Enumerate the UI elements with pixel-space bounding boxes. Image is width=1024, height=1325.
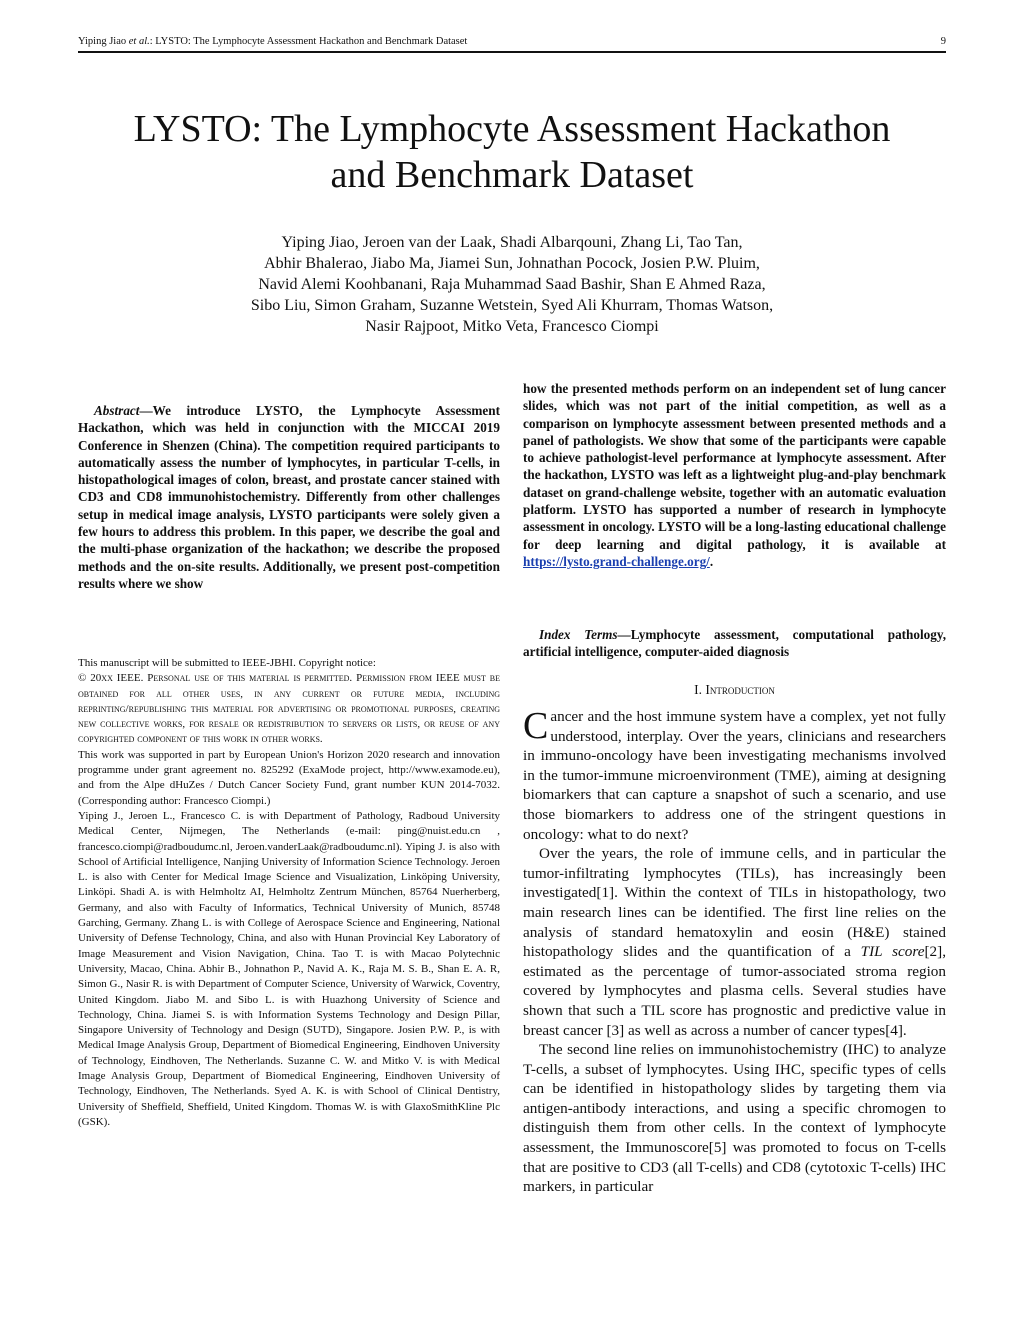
- abstract-right: [523, 380, 946, 570]
- paper-title: [60, 106, 964, 198]
- paragraph-text: ancer and the host immune system have a complex, yet not fully understood, interplay. Over the years, clinicians and researchers in immuno-oncology have been investigating mechanisms involved in the tumor-immune microenvironment (TME), aiming at designing biomarkers that can capture a snapshot of such a scenario, and use those biomarkers to address one of the stringent questions in oncology: what to do next?: [523, 708, 946, 843]
- index-terms-label: Index Terms: [539, 627, 618, 642]
- footnote: [78, 656, 500, 1130]
- abstract-label: Abstract: [94, 403, 140, 418]
- section-heading: [523, 682, 946, 698]
- author-line: Yiping Jiao, Jeroen van der Laak, Shadi Albarqouni, Zhang Li, Tao Tan,: [281, 234, 743, 251]
- running-etal: et al.: [128, 36, 150, 47]
- copyright-notice: © 20xx IEEE. Personal use of this material is permitted. Permission from IEEE must be obtained for all other uses, in any current or future media, including reprinting/republishing this material for advertising or promotional purposes, creating new collective works, for resale or redistribution to servers or lists, or reuse of any copyrighted component of this work in other works.: [78, 672, 500, 746]
- running-title: [78, 36, 467, 47]
- running-author: Yiping Jiao: [78, 36, 127, 47]
- intro-paragraph-1: [523, 707, 946, 844]
- emphasis-term: TIL score: [860, 943, 925, 961]
- challenge-link[interactable]: https://lysto.grand-challenge.org/: [523, 553, 710, 569]
- title-line-1: LYSTO: The Lymphocyte Assessment Hackathon: [133, 108, 891, 150]
- author-line: Nasir Rajpoot, Mitko Veta, Francesco Ciompi: [365, 318, 659, 335]
- affiliations-note: Yiping J., Jeroen L., Francesco C. is with Department of Pathology, Radboud University Medical Center, Nijmegen, The Netherlands (e-mail: ping@nuist.edu.cn , francesco.ciompi@radboudumc.nl, Jeroen.vanderLaak@radboudumc.nl). Yiping J. is also with School of Artificial Intelligence, Nanjing University of Information Science Technology. Jeroen L. is also with Center for Medical Image Science and Visualization, Linköping University, Linköpi. Shadi A. is with Helmholtz AI, Helmholtz Zentrum München, 85764 Nuerherberg, Germany, and also with Faculty of Informatics, Technical University of Munich, 85748 Garching, Germany. Zhang L. is with College of Aerospace Science and Engineering, National University of Defense Technology, China, and also with Hunan Provincial Key Laboratory of Image Measurement and Vision Navigation, China. Tao T. is with Macao Polytechnic University, Macao, China. Abhir B., Johnathon P., Navid A. K., Raja M. S. B., Shan E. A. R, Simon G., Nasir R. is with Department of Computer Science, University of Warwick, Coventry, United Kingdom. Jiabo M. and Sibo L. is with Huazhong University of Science and Technology, China. Jiamei S. is with Information Systems Technology and Design Pillar, Singapore University of Technology and Design (SUTD), Singapore. Josien P.W. P., is with Medical Image Analysis Group, Department of Biomedical Engineering, Eindhoven University of Technology, Eindhoven, The Netherlands. Suzanne C. W. and Mitko V. is with Medical Image Analysis Group, Department of Biomedical Engineering, Eindhoven University of Technology, Eindhoven, The Netherlands. Syed A. K. is with School of Clinical Dentistry, University of Sheffield, Sheffield, United Kingdom. Thomas W. is with GlaxoSmithKline Plc (GSK).: [78, 809, 500, 1128]
- abstract-left: [78, 402, 500, 592]
- abstract-end: .: [709, 553, 714, 569]
- section-number: I.: [694, 682, 702, 697]
- author-line: Sibo Liu, Simon Graham, Suzanne Wetstein, Syed Ali Khurram, Thomas Watson,: [250, 297, 774, 314]
- intro-body: [523, 707, 946, 1197]
- running-header: [78, 36, 946, 47]
- submission-note: This manuscript will be submitted to IEEE-JBHI. Copyright notice:: [78, 657, 376, 669]
- author-line: Abhir Bhalerao, Jiabo Ma, Jiamei Sun, Johnathan Pocock, Josien P.W. Pluim,: [264, 255, 760, 272]
- header-rule: [78, 51, 946, 53]
- index-terms-text: —Lymphocyte assessment, computational pathology, artificial intelligence, computer-aided diagnosis: [523, 627, 946, 660]
- abstract-text: —We introduce LYSTO, the Lymphocyte Assessment Hackathon, which was held in conjunction with the MICCAI 2019 Conference in Shenzen (China). The competition required participants to automatically assess the number of lymphocytes, in particular T-cells, in histopathological images of colon, breast, and prostate cancer stained with CD3 and CD8 immunohistochemistry. Differently from other challenges setup in medical image analysis, LYSTO participants were solely given a few hours to address this problem. In this paper, we describe the goal and the multi-phase organization of the hackathon; we describe the proposed methods and the on-site results. Additionally, we present post-competition results where we show: [78, 403, 500, 591]
- title-line-2: and Benchmark Dataset: [330, 154, 694, 196]
- intro-paragraph-3: The second line relies on immunohistochemistry (IHC) to analyze T-cells, a subset of lymphocytes. Using IHC, specific types of cells can be identified in histopathology slides by targeting them via antigen-antibody interactions, and using a specific chromogen to distinguish them from other cells. In the context of lymphocyte assessment, the Immunoscore[5] was promoted to focus on T-cells that are positive to CD3 (all T-cells) and CD8 (cytotoxic T-cells) IHC markers, in particular: [523, 1041, 946, 1196]
- paragraph-text: [2], estimated as the percentage of tumor-associated stroma region covered by lymphocytes and plasma cells. Several studies have shown that such a TIL score has prognostic and predictive value in breast cancer [3] as well as across a number of cancer types[4].: [523, 943, 946, 1039]
- funding-note: This work was supported in part by European Union's Horizon 2020 research and innovation programme under grant agreement no. 825292 (ExaMode project, http://www.examode.eu), and from the Alpe dHuZes / Dutch Cancer Society Fund, grant number KUN 2014-7032. (Corresponding author: Francesco Ciompi.): [78, 748, 500, 807]
- drop-cap: C: [523, 705, 549, 747]
- paragraph-text: Over the years, the role of immune cells, and in particular the tumor-infiltrating lymphocytes (TILs), has increasingly been investigated[1]. Within the context of TILs in histopathology, two main research lines can be identified. The first line relies on the analysis of standard hematoxylin and eosin (H&E) stained histopathology slides and the quantification of a: [523, 845, 946, 961]
- author-line: Navid Alemi Koohbanani, Raja Muhammad Saad Bashir, Shan E Ahmed Raza,: [258, 276, 766, 293]
- author-list: [150, 232, 874, 337]
- index-terms: [523, 626, 946, 661]
- section-title: Introduction: [705, 682, 775, 697]
- page-number: 9: [940, 36, 946, 47]
- running-title-text: : LYSTO: The Lymphocyte Assessment Hackathon and Benchmark Dataset: [149, 36, 468, 47]
- abstract-text-cont: how the presented methods perform on an independent set of lung cancer slides, which was not part of the initial competition, as well as a comparison on lymphocyte assessment between presented methods and a panel of pathologists. We show that some of the participants were capable to achieve pathologist-level performance at lymphocyte assessment. After the hackathon, LYSTO was left as a lightweight plug-and-play benchmark dataset on grand-challenge website, together with an automatic evaluation platform. LYSTO has supported a number of research in lymphocyte assessment in oncology. LYSTO will be a long-lasting educational challenge for deep learning and digital pathology, it is available at: [523, 381, 946, 552]
- intro-paragraph-2: [523, 844, 946, 1040]
